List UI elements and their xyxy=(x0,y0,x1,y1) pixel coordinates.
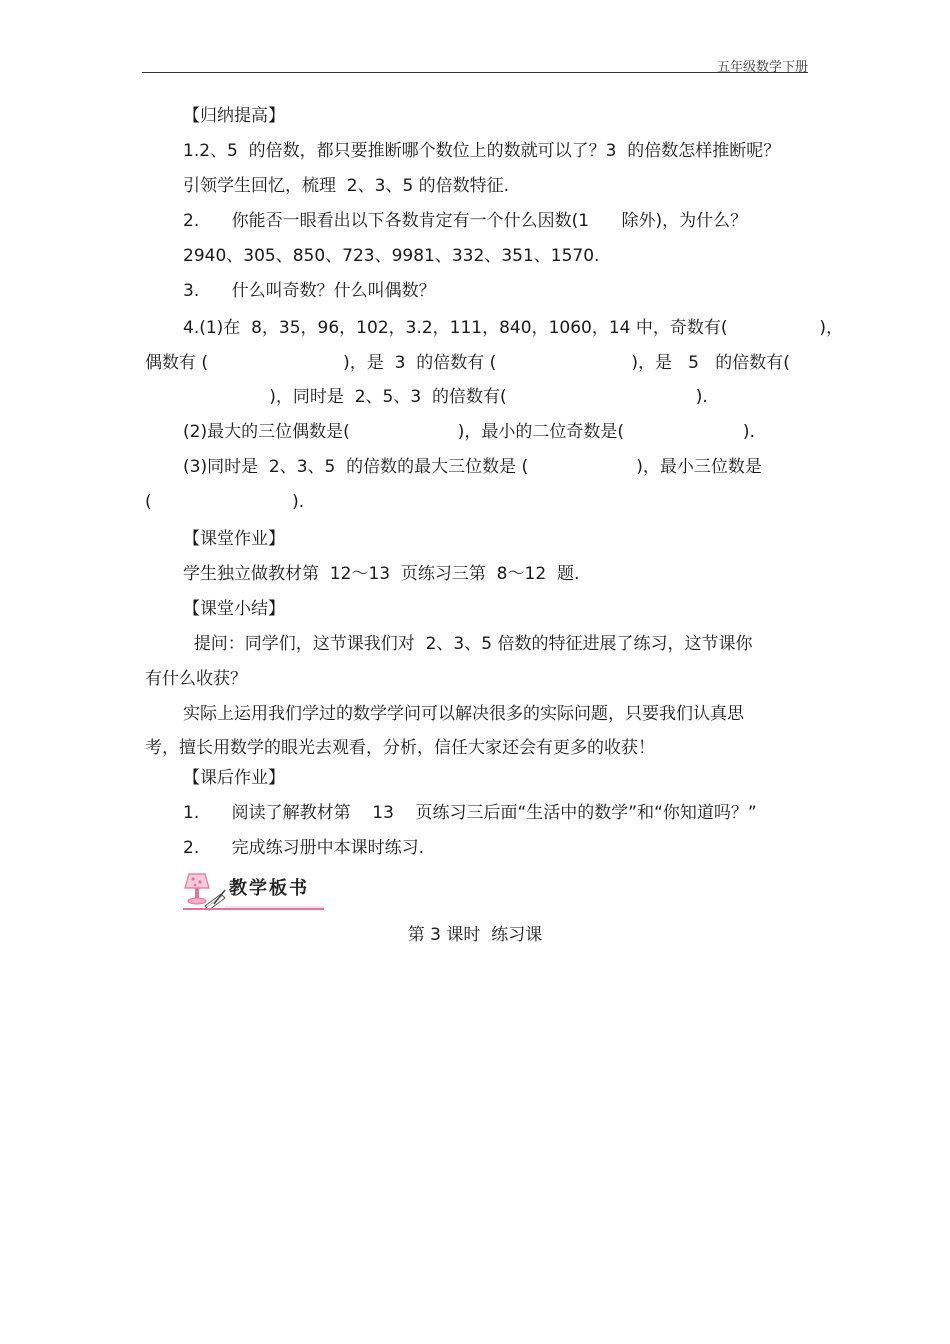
question-4-part-2: (2)最大的三位偶数是( )，最小的二位奇数是( ). xyxy=(183,422,755,442)
recap-text: 实际上运用我们学过的数学学问可以解决很多的实际问题，只要我们认真思 xyxy=(183,704,744,724)
section-heading-summary: 【归纳提高】 xyxy=(183,106,285,126)
recap-question: 提问：同学们，这节课我们对 2、3、5 倍数的特征进展了练习，这节课你 xyxy=(183,634,753,654)
section-heading-recap: 【课堂小结】 xyxy=(183,599,285,619)
question-2-numbers: 2940、305、850、723、9981、332、351、1570. xyxy=(183,246,600,266)
board-banner xyxy=(181,868,326,912)
homework-item-2: 2. 完成练习册中本课时练习. xyxy=(183,838,425,858)
lesson-title: 第 3 课时 练习课 xyxy=(407,925,543,945)
recap-question-cont: 有什么收获？ xyxy=(145,669,247,689)
classwork-text: 学生独立做教材第 12～13 页练习三第 8～12 题. xyxy=(183,564,580,584)
question-3: 3. 什么叫奇数？什么叫偶数？ xyxy=(183,281,436,301)
homework-item-1: 1. 阅读了解教材第 13 页练习三后面“生活中的数学”和“你知道吗？” xyxy=(183,803,757,823)
question-4-part-3-cont: ( ). xyxy=(145,492,305,512)
question-4-part-1-cont-2: )，同时是 2、5、3 的倍数有( ). xyxy=(145,387,708,407)
recap-text-cont: 考，擅长用数学的眼光去观看，分析，信任大家还会有更多的收获！ xyxy=(145,738,655,758)
question-1-note: 引领学生回忆，梳理 2、3、5 的倍数特征. xyxy=(183,176,510,196)
question-1: 1.2、5 的倍数，都只要推断哪个数位上的数就可以了？3 的倍数怎样推断呢？ xyxy=(183,141,781,161)
question-4-part-1: 4.(1)在 8，35，96，102，3.2，111，840，1060，14 中，奇数有( )， xyxy=(183,318,843,338)
section-heading-classwork: 【课堂作业】 xyxy=(183,529,285,549)
question-4-part-1-cont: 偶数有 ( )，是 3 的倍数有 ( )，是 5 的倍数有( xyxy=(145,353,790,373)
header-divider xyxy=(142,72,808,73)
question-2: 2. 你能否一眼看出以下各数肯定有一个什么因数(1 除外)，为什么？ xyxy=(183,211,748,231)
question-4-part-3: (3)同时是 2、3、5 的倍数的最大三位数是 ( )，最小三位数是 xyxy=(183,457,762,477)
section-heading-homework: 【课后作业】 xyxy=(183,768,285,788)
header-title: 五年级数学下册 xyxy=(716,60,808,75)
board-banner-label: 教学板书 xyxy=(229,878,309,899)
